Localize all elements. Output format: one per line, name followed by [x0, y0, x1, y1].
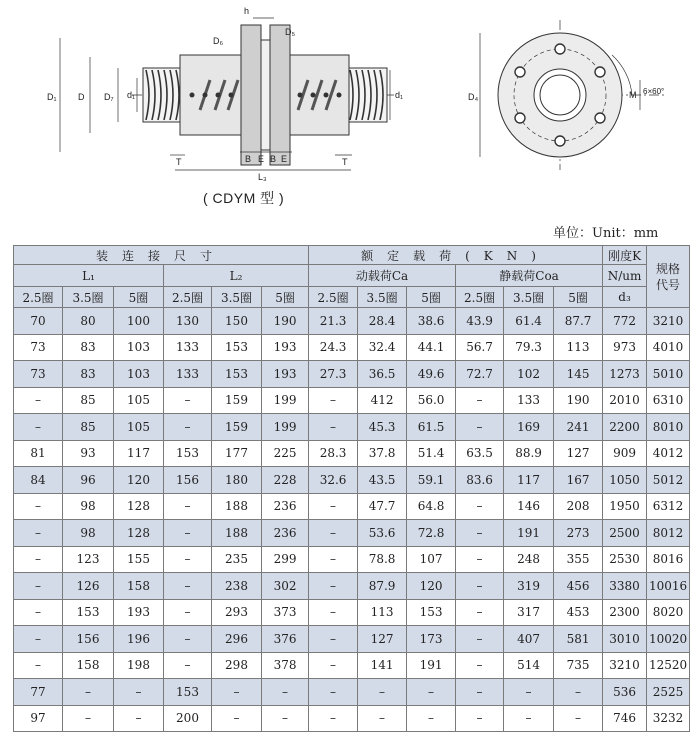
- header-turns: 2.5圈: [164, 287, 212, 308]
- table-cell: 3210: [647, 308, 690, 335]
- table-cell: 105: [114, 387, 164, 414]
- table-cell: 21.3: [309, 308, 358, 335]
- table-cell: 103: [114, 334, 164, 361]
- technical-drawing: [0, 0, 700, 215]
- spec-table: [13, 245, 690, 732]
- table-row: [14, 387, 690, 414]
- table-cell: 63.5: [456, 440, 504, 467]
- table-row: [14, 520, 690, 547]
- table-row: [14, 599, 690, 626]
- table-cell: 141: [358, 652, 407, 679]
- table-cell: 28.4: [358, 308, 407, 335]
- table-cell: 909: [603, 440, 647, 467]
- table-cell: 98: [63, 493, 114, 520]
- table-cell: –: [309, 679, 358, 706]
- table-cell: 155: [114, 546, 164, 573]
- table-cell: 317: [504, 599, 554, 626]
- table-cell: 296: [212, 626, 262, 653]
- table-cell: 45.3: [358, 414, 407, 441]
- table-cell: –: [114, 679, 164, 706]
- table-cell: 102: [504, 361, 554, 388]
- table-cell: 37.8: [358, 440, 407, 467]
- header-stiffness: 刚度K: [603, 246, 647, 265]
- table-cell: 83: [63, 334, 114, 361]
- table-cell: 78.8: [358, 546, 407, 573]
- table-cell: –: [309, 546, 358, 573]
- table-cell: 133: [504, 387, 554, 414]
- table-cell: 83: [63, 361, 114, 388]
- table-cell: 43.9: [456, 308, 504, 335]
- table-cell: 70: [14, 308, 63, 335]
- dim-h: h: [244, 6, 250, 16]
- table-cell: –: [14, 493, 63, 520]
- unit-label: 单位：Unit：mm: [553, 226, 659, 241]
- header-turns: 5圈: [262, 287, 309, 308]
- table-cell: 153: [164, 679, 212, 706]
- table-cell: 238: [212, 573, 262, 600]
- table-cell: 79.3: [504, 334, 554, 361]
- table-cell: –: [309, 520, 358, 547]
- header-turns: 2.5圈: [309, 287, 358, 308]
- table-cell: –: [456, 599, 504, 626]
- table-cell: 153: [407, 599, 456, 626]
- table-cell: 153: [212, 334, 262, 361]
- table-cell: 4010: [647, 334, 690, 361]
- header-code-line1: 规格: [656, 261, 681, 276]
- dim-d7: D₇: [104, 92, 114, 102]
- table-cell: –: [309, 599, 358, 626]
- table-cell: 376: [262, 626, 309, 653]
- table-cell: 407: [504, 626, 554, 653]
- table-cell: 188: [212, 520, 262, 547]
- table-cell: –: [358, 679, 407, 706]
- header-turns: 3.5圈: [212, 287, 262, 308]
- header-stiffness-unit: N/um: [603, 265, 647, 287]
- header-turns: 5圈: [407, 287, 456, 308]
- table-cell: 8020: [647, 599, 690, 626]
- table-cell: –: [309, 493, 358, 520]
- table-cell: 156: [63, 626, 114, 653]
- table-cell: 193: [262, 334, 309, 361]
- table-cell: 235: [212, 546, 262, 573]
- table-cell: 85: [63, 387, 114, 414]
- table-cell: –: [456, 705, 504, 732]
- table-cell: 158: [114, 573, 164, 600]
- table-cell: 198: [114, 652, 164, 679]
- dim-e2: E: [281, 154, 288, 164]
- table-row: [14, 467, 690, 494]
- table-row: [14, 679, 690, 706]
- table-cell: 248: [504, 546, 554, 573]
- table-cell: –: [212, 679, 262, 706]
- dim-m: M: [629, 90, 637, 100]
- table-cell: 735: [554, 652, 603, 679]
- table-cell: –: [309, 573, 358, 600]
- header-stiffness-symbol: d₃: [603, 287, 647, 308]
- table-cell: 56.0: [407, 387, 456, 414]
- table-cell: 1050: [603, 467, 647, 494]
- dim-d1-right: d₁: [395, 90, 404, 100]
- table-cell: 120: [407, 573, 456, 600]
- table-row: [14, 546, 690, 573]
- table-cell: –: [456, 573, 504, 600]
- table-cell: 128: [114, 520, 164, 547]
- dim-b-left: B: [245, 154, 252, 164]
- table-cell: 43.5: [358, 467, 407, 494]
- table-cell: 8016: [647, 546, 690, 573]
- header-turns: 2.5圈: [14, 287, 63, 308]
- table-cell: 72.8: [407, 520, 456, 547]
- header-turns: 3.5圈: [504, 287, 554, 308]
- table-cell: 8010: [647, 414, 690, 441]
- table-cell: 225: [262, 440, 309, 467]
- table-row: [14, 705, 690, 732]
- table-cell: 4012: [647, 440, 690, 467]
- table-cell: –: [554, 679, 603, 706]
- table-cell: –: [14, 652, 63, 679]
- table-cell: 47.7: [358, 493, 407, 520]
- table-cell: 3232: [647, 705, 690, 732]
- table-cell: 2530: [603, 546, 647, 573]
- table-cell: 453: [554, 599, 603, 626]
- table-cell: 158: [63, 652, 114, 679]
- header-turns: 5圈: [114, 287, 164, 308]
- table-cell: –: [114, 705, 164, 732]
- table-cell: 32.4: [358, 334, 407, 361]
- table-cell: –: [407, 679, 456, 706]
- table-cell: 51.4: [407, 440, 456, 467]
- table-cell: –: [309, 387, 358, 414]
- table-cell: –: [262, 705, 309, 732]
- table-cell: –: [504, 679, 554, 706]
- table-cell: 27.3: [309, 361, 358, 388]
- table-cell: –: [309, 626, 358, 653]
- table-cell: 173: [407, 626, 456, 653]
- table-cell: –: [309, 652, 358, 679]
- table-row: [14, 361, 690, 388]
- table-cell: –: [164, 573, 212, 600]
- table-cell: 117: [114, 440, 164, 467]
- table-cell: 130: [164, 308, 212, 335]
- dim-l3: L₃: [258, 172, 267, 182]
- table-cell: 196: [114, 626, 164, 653]
- table-cell: 412: [358, 387, 407, 414]
- table-cell: 81: [14, 440, 63, 467]
- table-cell: –: [358, 705, 407, 732]
- table-cell: 83.6: [456, 467, 504, 494]
- header-install-dims: 装连接尺寸: [14, 246, 309, 265]
- dim-d6: D₆: [213, 36, 224, 46]
- table-cell: 113: [554, 334, 603, 361]
- table-cell: 72.7: [456, 361, 504, 388]
- table-cell: –: [309, 705, 358, 732]
- header-code: [647, 246, 690, 308]
- table-cell: 536: [603, 679, 647, 706]
- table-cell: 56.7: [456, 334, 504, 361]
- table-cell: 156: [164, 467, 212, 494]
- table-cell: 378: [262, 652, 309, 679]
- table-cell: –: [14, 520, 63, 547]
- table-cell: 127: [554, 440, 603, 467]
- table-cell: –: [456, 546, 504, 573]
- table-cell: 373: [262, 599, 309, 626]
- table-cell: 514: [504, 652, 554, 679]
- table-cell: 85: [63, 414, 114, 441]
- header-l2: L₂: [164, 265, 309, 287]
- table-cell: 293: [212, 599, 262, 626]
- model-label: ( CDYM 型 ): [203, 190, 285, 206]
- table-cell: 153: [63, 599, 114, 626]
- dim-b-mid: B: [270, 154, 277, 164]
- table-cell: 167: [554, 467, 603, 494]
- table-cell: 177: [212, 440, 262, 467]
- table-cell: 1273: [603, 361, 647, 388]
- table-cell: –: [164, 599, 212, 626]
- table-cell: 107: [407, 546, 456, 573]
- dim-d-small: d₁: [127, 90, 136, 100]
- table-cell: 24.3: [309, 334, 358, 361]
- table-cell: –: [164, 414, 212, 441]
- table-cell: 2200: [603, 414, 647, 441]
- table-cell: 190: [554, 387, 603, 414]
- table-cell: 87.9: [358, 573, 407, 600]
- table-cell: 3380: [603, 573, 647, 600]
- table-cell: 236: [262, 493, 309, 520]
- table-cell: 6312: [647, 493, 690, 520]
- table-cell: 113: [358, 599, 407, 626]
- table-cell: 302: [262, 573, 309, 600]
- table-cell: 97: [14, 705, 63, 732]
- dim-t-left: T: [176, 157, 182, 167]
- table-cell: 73: [14, 334, 63, 361]
- table-cell: –: [14, 546, 63, 573]
- table-cell: 153: [212, 361, 262, 388]
- table-cell: 61.5: [407, 414, 456, 441]
- table-cell: 199: [262, 414, 309, 441]
- table-cell: 120: [114, 467, 164, 494]
- table-cell: 191: [504, 520, 554, 547]
- table-cell: –: [164, 520, 212, 547]
- table-cell: –: [63, 679, 114, 706]
- table-row: [14, 440, 690, 467]
- table-cell: –: [164, 652, 212, 679]
- table-cell: –: [164, 546, 212, 573]
- table-cell: 80: [63, 308, 114, 335]
- table-cell: 180: [212, 467, 262, 494]
- dim-angle: 6×60°: [643, 87, 665, 96]
- table-row: [14, 414, 690, 441]
- dim-d4: D₄: [468, 92, 479, 102]
- header-turns: 3.5圈: [358, 287, 407, 308]
- table-cell: 208: [554, 493, 603, 520]
- table-cell: 6310: [647, 387, 690, 414]
- table-cell: 49.6: [407, 361, 456, 388]
- table-cell: 193: [114, 599, 164, 626]
- table-cell: 188: [212, 493, 262, 520]
- table-cell: 159: [212, 387, 262, 414]
- table-cell: –: [212, 705, 262, 732]
- table-cell: 8012: [647, 520, 690, 547]
- dim-t-right: T: [342, 157, 348, 167]
- table-cell: 53.6: [358, 520, 407, 547]
- table-cell: 236: [262, 520, 309, 547]
- table-cell: 88.9: [504, 440, 554, 467]
- table-cell: 87.7: [554, 308, 603, 335]
- table-cell: –: [14, 599, 63, 626]
- table-cell: 772: [603, 308, 647, 335]
- table-cell: –: [262, 679, 309, 706]
- table-cell: 355: [554, 546, 603, 573]
- table-cell: –: [407, 705, 456, 732]
- table-cell: 145: [554, 361, 603, 388]
- table-cell: 28.3: [309, 440, 358, 467]
- table-cell: –: [456, 493, 504, 520]
- table-cell: –: [309, 414, 358, 441]
- table-cell: 299: [262, 546, 309, 573]
- table-cell: 456: [554, 573, 603, 600]
- table-cell: 191: [407, 652, 456, 679]
- table-cell: 98: [63, 520, 114, 547]
- table-cell: 5010: [647, 361, 690, 388]
- table-cell: 3210: [603, 652, 647, 679]
- table-cell: 746: [603, 705, 647, 732]
- header-static-load: 静载荷Coa: [456, 265, 603, 287]
- table-cell: –: [14, 387, 63, 414]
- table-cell: 10016: [647, 573, 690, 600]
- table-cell: 1950: [603, 493, 647, 520]
- table-row: [14, 652, 690, 679]
- table-cell: 3010: [603, 626, 647, 653]
- table-cell: –: [504, 705, 554, 732]
- table-cell: 5012: [647, 467, 690, 494]
- table-cell: –: [456, 414, 504, 441]
- table-cell: 159: [212, 414, 262, 441]
- table-cell: 77: [14, 679, 63, 706]
- table-cell: –: [456, 679, 504, 706]
- table-cell: 973: [603, 334, 647, 361]
- table-cell: 105: [114, 414, 164, 441]
- table-cell: 100: [114, 308, 164, 335]
- table-cell: 38.6: [407, 308, 456, 335]
- table-cell: 93: [63, 440, 114, 467]
- table-cell: 150: [212, 308, 262, 335]
- table-row: [14, 573, 690, 600]
- table-cell: 228: [262, 467, 309, 494]
- table-cell: 193: [262, 361, 309, 388]
- table-cell: 133: [164, 361, 212, 388]
- dim-d: D: [78, 92, 85, 102]
- table-cell: 96: [63, 467, 114, 494]
- dim-e: E: [258, 154, 265, 164]
- header-dynamic-load: 动载荷Ca: [309, 265, 456, 287]
- table-cell: 319: [504, 573, 554, 600]
- table-cell: –: [164, 493, 212, 520]
- table-cell: 190: [262, 308, 309, 335]
- table-cell: 133: [164, 334, 212, 361]
- table-cell: 2010: [603, 387, 647, 414]
- table-cell: 200: [164, 705, 212, 732]
- spec-table-body: [14, 308, 690, 732]
- table-cell: 61.4: [504, 308, 554, 335]
- table-cell: 169: [504, 414, 554, 441]
- table-cell: 241: [554, 414, 603, 441]
- header-rated-load: 额定载荷(KN): [309, 246, 603, 265]
- table-cell: 2500: [603, 520, 647, 547]
- table-cell: 44.1: [407, 334, 456, 361]
- table-cell: 2525: [647, 679, 690, 706]
- table-cell: 59.1: [407, 467, 456, 494]
- dim-d5: D₅: [285, 27, 296, 37]
- table-cell: 103: [114, 361, 164, 388]
- table-cell: 12520: [647, 652, 690, 679]
- table-row: [14, 626, 690, 653]
- table-cell: 199: [262, 387, 309, 414]
- table-cell: –: [14, 626, 63, 653]
- table-cell: –: [456, 387, 504, 414]
- table-row: [14, 493, 690, 520]
- table-cell: 153: [164, 440, 212, 467]
- table-cell: 126: [63, 573, 114, 600]
- table-cell: –: [554, 705, 603, 732]
- table-cell: –: [456, 652, 504, 679]
- table-cell: –: [456, 626, 504, 653]
- header-turns: 2.5圈: [456, 287, 504, 308]
- table-cell: –: [14, 414, 63, 441]
- table-cell: 128: [114, 493, 164, 520]
- table-cell: –: [456, 520, 504, 547]
- table-cell: 123: [63, 546, 114, 573]
- table-cell: 581: [554, 626, 603, 653]
- table-cell: 298: [212, 652, 262, 679]
- header-code-line2: 代号: [656, 277, 681, 292]
- table-cell: 10020: [647, 626, 690, 653]
- table-cell: 84: [14, 467, 63, 494]
- header-turns: 5圈: [554, 287, 603, 308]
- table-row: [14, 334, 690, 361]
- header-turns: 3.5圈: [63, 287, 114, 308]
- table-cell: 32.6: [309, 467, 358, 494]
- table-cell: –: [14, 573, 63, 600]
- table-cell: 273: [554, 520, 603, 547]
- table-cell: 146: [504, 493, 554, 520]
- table-cell: –: [63, 705, 114, 732]
- table-cell: –: [164, 626, 212, 653]
- table-cell: 73: [14, 361, 63, 388]
- table-cell: 127: [358, 626, 407, 653]
- table-row: [14, 308, 690, 335]
- header-l1: L₁: [14, 265, 164, 287]
- table-cell: 117: [504, 467, 554, 494]
- dim-d1: D₁: [47, 92, 57, 102]
- table-cell: –: [164, 387, 212, 414]
- table-cell: 64.8: [407, 493, 456, 520]
- table-cell: 36.5: [358, 361, 407, 388]
- table-cell: 2300: [603, 599, 647, 626]
